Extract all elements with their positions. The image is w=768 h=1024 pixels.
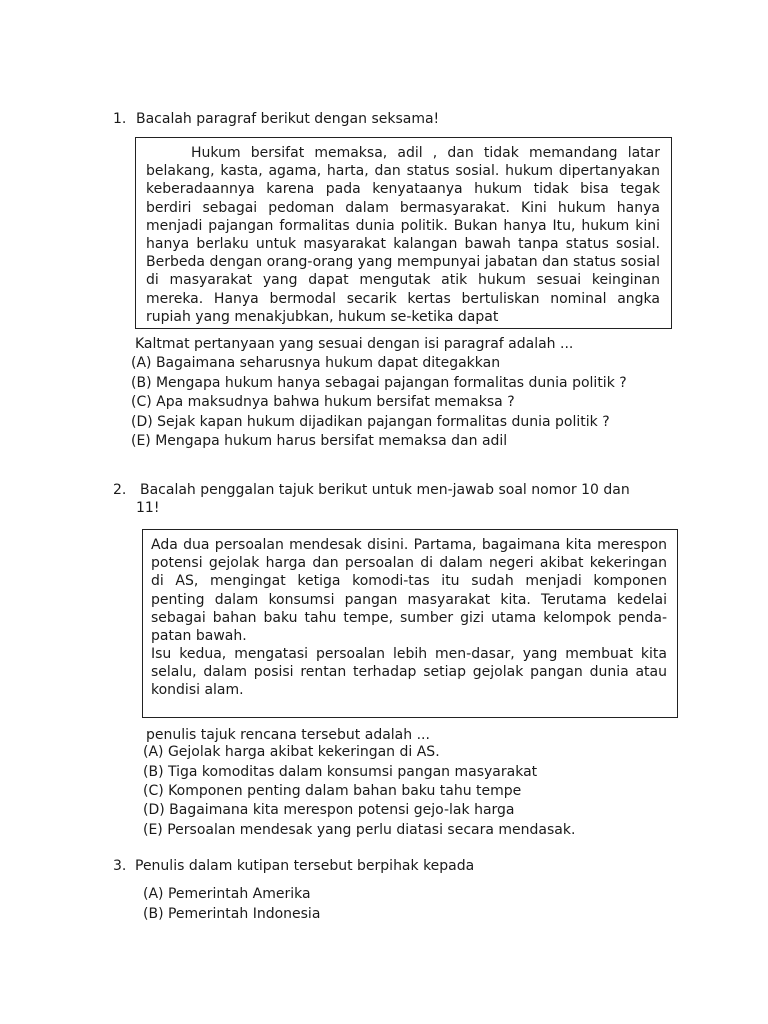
q1-passage-text: Hukum bersifat memaksa, adil , dan tidak memandang latar belakang, kasta, agama, harta, dan status sosial. hukum dipertanyakan keberadaannya karena pada kenyataanya hukum tidak bisa tegak berdiri sebagai pedoman dalam bermasyarakat. Kini hukum hanya menjadi pajangan formalitas dunia politik. Bukan hanya Itu, hukum kini hanya berlaku untuk masyarakat kalangan bawah tanpa status sosial. Berbeda dengan orang-orang yang mempunyai jabatan dan status sosial di masyarakat yang dapat mengutak atik hukum sesuai keinginan mereka. Hanya bermodal secarik kertas bertuliskan nominal angka rupiah yang menakjubkan, hukum se-ketika dapat	[146, 145, 660, 325]
q3-option-b: (B) Pemerintah Indonesia	[143, 906, 321, 922]
q2-title-line2: 11!	[136, 500, 160, 516]
q3-title: Penulis dalam kutipan tersebut berpihak kepada	[135, 858, 475, 874]
q1-passage-box	[135, 137, 672, 329]
q2-number: 2.	[113, 482, 127, 498]
q2-passage-text-1: Ada dua persoalan mendesak disini. Partama, bagaimana kita merespon potensi gejolak harga dan persoalan di dalam negeri akibat kekeringan di AS, mengingat ketiga komodi-tas itu sudah menjadi komponen penting dalam konsumsi pangan masyarakat kita. Terutama kedelai sebagai bahan baku tahu tempe, sumber gizi utama kelompok penda-patan bawah.	[151, 537, 667, 645]
q1-option-e: (E) Mengapa hukum harus bersifat memaksa dan adil	[131, 433, 508, 449]
q1-title: Bacalah paragraf berikut dengan seksama!	[136, 111, 440, 127]
q1-number: 1.	[113, 111, 127, 127]
q1-question: Kaltmat pertanyaan yang sesuai dengan isi paragraf adalah ...	[135, 336, 574, 352]
q2-passage-box	[142, 529, 678, 718]
q2-option-a: (A) Gejolak harga akibat kekeringan di AS.	[143, 744, 440, 760]
q1-option-a: (A) Bagaimana seharusnya hukum dapat ditegakkan	[131, 355, 501, 371]
q1-option-b: (B) Mengapa hukum hanya sebagai pajangan formalitas dunia politik ?	[131, 375, 627, 391]
q2-option-c: (C) Komponen penting dalam bahan baku tahu tempe	[143, 783, 522, 799]
q3-number: 3.	[113, 858, 127, 874]
q2-title-line1: Bacalah penggalan tajuk berikut untuk men-jawab soal nomor 10 dan	[140, 482, 630, 498]
q2-option-b: (B) Tiga komoditas dalam konsumsi pangan masyarakat	[143, 764, 538, 780]
q2-passage-text-2: Isu kedua, mengatasi persoalan lebih men-dasar, yang membuat kita selalu, dalam posisi rentan terhadap setiap gejolak pangan dunia atau kondisi alam.	[151, 646, 667, 699]
q2-option-e: (E) Persoalan mendesak yang perlu diatasi secara mendasak.	[143, 822, 576, 838]
q2-question: penulis tajuk rencana tersebut adalah ...	[146, 727, 430, 743]
q3-option-a: (A) Pemerintah Amerika	[143, 886, 311, 902]
q1-option-d: (D) Sejak kapan hukum dijadikan pajangan formalitas dunia politik ?	[131, 414, 610, 430]
q2-option-d: (D) Bagaimana kita merespon potensi gejo-lak harga	[143, 802, 515, 818]
q1-option-c: (C) Apa maksudnya bahwa hukum bersifat memaksa ?	[131, 394, 515, 410]
